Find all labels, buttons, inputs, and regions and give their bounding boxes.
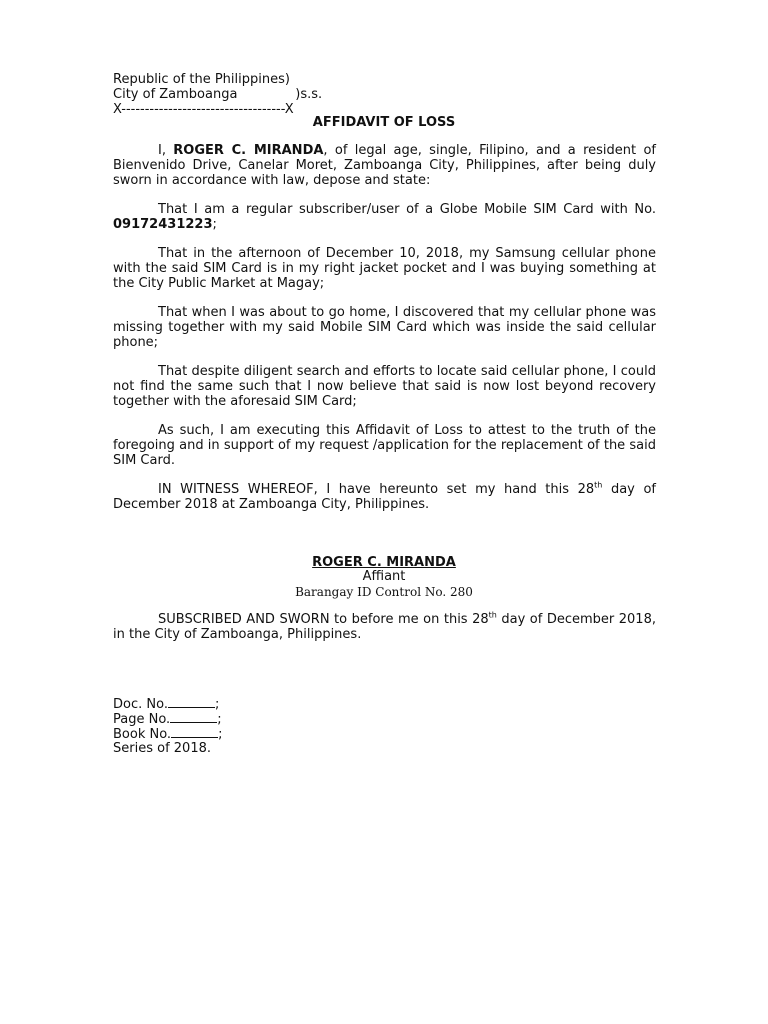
book-no-line: [113, 727, 222, 742]
affiant-signature-name: ROGER C. MIRANDA: [312, 555, 456, 570]
subscribed-pre: SUBSCRIBED AND SWORN to before me on this 28: [158, 612, 489, 627]
affiant-name-inline: ROGER C. MIRANDA: [173, 143, 324, 158]
book-no-suffix: ;: [218, 727, 223, 742]
subscribed-sup: th: [488, 610, 497, 620]
doc-no-suffix: ;: [214, 697, 220, 712]
intro-paragraph: [113, 143, 656, 188]
caption-divider: X-----------------------------------X: [113, 102, 294, 117]
document-title: AFFIDAVIT OF LOSS: [312, 115, 456, 130]
page-no-line: [113, 712, 222, 727]
witness-sup: th: [594, 480, 603, 490]
caption-city: City of Zamboanga )s.s.: [113, 87, 323, 102]
para1-pre: That I am a regular subscriber/user of a Globe Mobile SIM Card with No.: [158, 202, 656, 217]
intro-pre: I,: [158, 143, 174, 158]
caption-republic: Republic of the Philippines): [113, 72, 290, 87]
jurat: [113, 612, 656, 656]
paragraph-witness: [113, 482, 656, 512]
para1-post: ;: [212, 217, 217, 232]
sim-number: 09172431223: [113, 217, 213, 232]
doc-no-line: [113, 697, 222, 712]
paragraph-purpose: As such, I am executing this Affidavit of Loss to attest to the truth of the foregoing and in support of my request /application for the replacement of the said SIM Card.: [113, 423, 656, 468]
series-line: Series of 2018.: [113, 741, 211, 756]
paragraph-subscriber: [113, 202, 656, 232]
intro-post: , of legal age, single, Filipino, and a resident of Bienvenido Drive, Canelar Moret, Zamboanga City, Philippines, after being duly sworn in accordance with law, depose and state:: [113, 143, 656, 188]
book-no-label: Book No.: [113, 727, 172, 742]
venue-caption: [113, 72, 322, 117]
signature-block: [200, 556, 568, 599]
page-no-label: Page No.: [113, 712, 171, 727]
witness-post: day of December 2018 at Zamboanga City, Philippines.: [113, 482, 656, 512]
affidavit-body: [113, 143, 656, 526]
affiant-role: Affiant: [362, 569, 406, 584]
witness-pre: IN WITNESS WHEREOF, I have hereunto set my hand this 28: [158, 482, 595, 497]
notarial-register: [113, 697, 222, 756]
page-no-suffix: ;: [217, 712, 222, 727]
page-no-blank: [170, 712, 217, 723]
paragraph-incident: That in the afternoon of December 10, 2018, my Samsung cellular phone with the said SIM Card is in my right jacket pocket and I was buying something at the City Public Market at Magay;: [113, 246, 656, 291]
doc-no-blank: [168, 697, 215, 708]
barangay-id: Barangay ID Control No. 280: [295, 585, 473, 599]
book-no-blank: [171, 727, 218, 738]
doc-no-label: Doc. No.: [113, 697, 168, 712]
paragraph-discovery: That when I was about to go home, I discovered that my cellular phone was missing together with my said Mobile SIM Card which was inside the said cellular phone;: [113, 305, 656, 350]
subscribed-paragraph: [113, 612, 656, 642]
subscribed-post: day of December 2018, in the City of Zamboanga, Philippines.: [113, 612, 656, 642]
paragraph-search: That despite diligent search and efforts to locate said cellular phone, I could not find the same such that I now believe that said is now lost beyond recovery together with the aforesaid SIM Card;: [113, 364, 656, 409]
